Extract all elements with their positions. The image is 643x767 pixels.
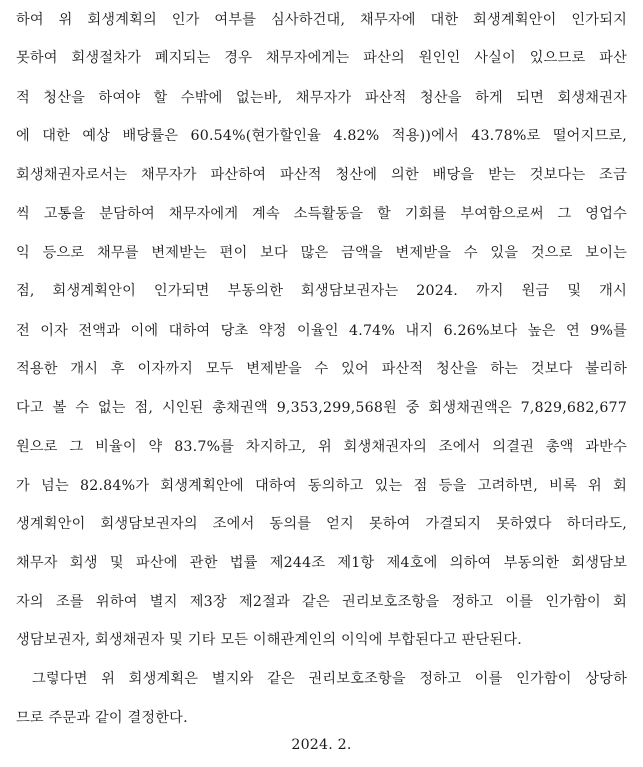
text-line: 자의 조를 위하여 별지 제3장 제2절과 같은 권리보호조항을 정하고 이를 인가함이 회 [16, 594, 627, 610]
text-line: 익 등으로 채무를 변제받는 편이 보다 많은 금액을 변제받을 수 있을 것으로 보이는 [16, 245, 627, 261]
text-line: 점, 회생계획안이 인가되면 부동의한 회생담보권자는 2024. 까지 원금 및 개시 [16, 283, 627, 299]
text-line: 적용한 개시 후 이자까지 모두 변제받을 수 있어 파산적 청산을 하는 것보다 불리하 [16, 361, 627, 377]
text-line: 씩 고통을 분담하여 채무자에게 계속 소득활동을 할 기회를 부여함으로써 그 영업수 [16, 206, 627, 222]
text-line: 에 대한 예상 배당률은 60.54%(현가할인율 4.82% 적용))에서 43.78%로 떨어지므로, [16, 128, 627, 144]
text-line: 다고 볼 수 없는 점, 시인된 총채권액 9,353,299,568원 중 회생채권액은 7,829,682,677 [16, 400, 627, 416]
text-line: 못하여 회생절차가 폐지되는 경우 채무자에게는 파산의 원인인 사실이 있으므로 파산 [16, 50, 627, 66]
text-line: 전 이자 전액과 이에 대하여 당초 약정 이율인 4.74% 내지 6.26%보다 높은 연 9%를 [16, 323, 627, 339]
text-line: 므로 주문과 같이 결정한다. [16, 710, 188, 726]
text-line: 적 청산을 하여야 할 수밖에 없는바, 채무자가 파산적 청산을 하게 되면 회생채권자 [16, 90, 627, 106]
text-line: 가 넘는 82.84%가 회생계획안에 대하여 동의하고 있는 점 등을 고려하면, 비록 위 회 [16, 478, 627, 494]
text-line: 그렇다면 위 회생계획은 별지와 같은 권리보호조항을 정하고 이를 인가함이 상당하 [32, 671, 627, 687]
decision-date: 2024. 2. [291, 737, 352, 753]
text-line: 채무자 회생 및 파산에 관한 법률 제244조 제1항 제4호에 의하여 부동의한 회생담보 [16, 555, 627, 571]
text-line: 생담보권자, 회생채권자 및 기타 모든 이해관계인의 이익에 부합된다고 판단된다. [16, 632, 522, 648]
text-line: 원으로 그 비율이 약 83.7%를 차지하고, 위 회생채권자의 조에서 의결권 총액 과반수 [16, 439, 627, 455]
text-line: 회생채권자로서는 채무자가 파산하여 파산적 청산에 의한 배당을 받는 것보다는 조금 [16, 167, 627, 183]
text-line: 생계획안이 회생담보권자의 조에서 동의를 얻지 못하여 가결되지 못하였다 하더라도, [16, 516, 627, 532]
text-line: 하여 위 회생계획의 인가 여부를 심사하건대, 채무자에 대한 회생계획안이 인가되지 [16, 12, 627, 28]
